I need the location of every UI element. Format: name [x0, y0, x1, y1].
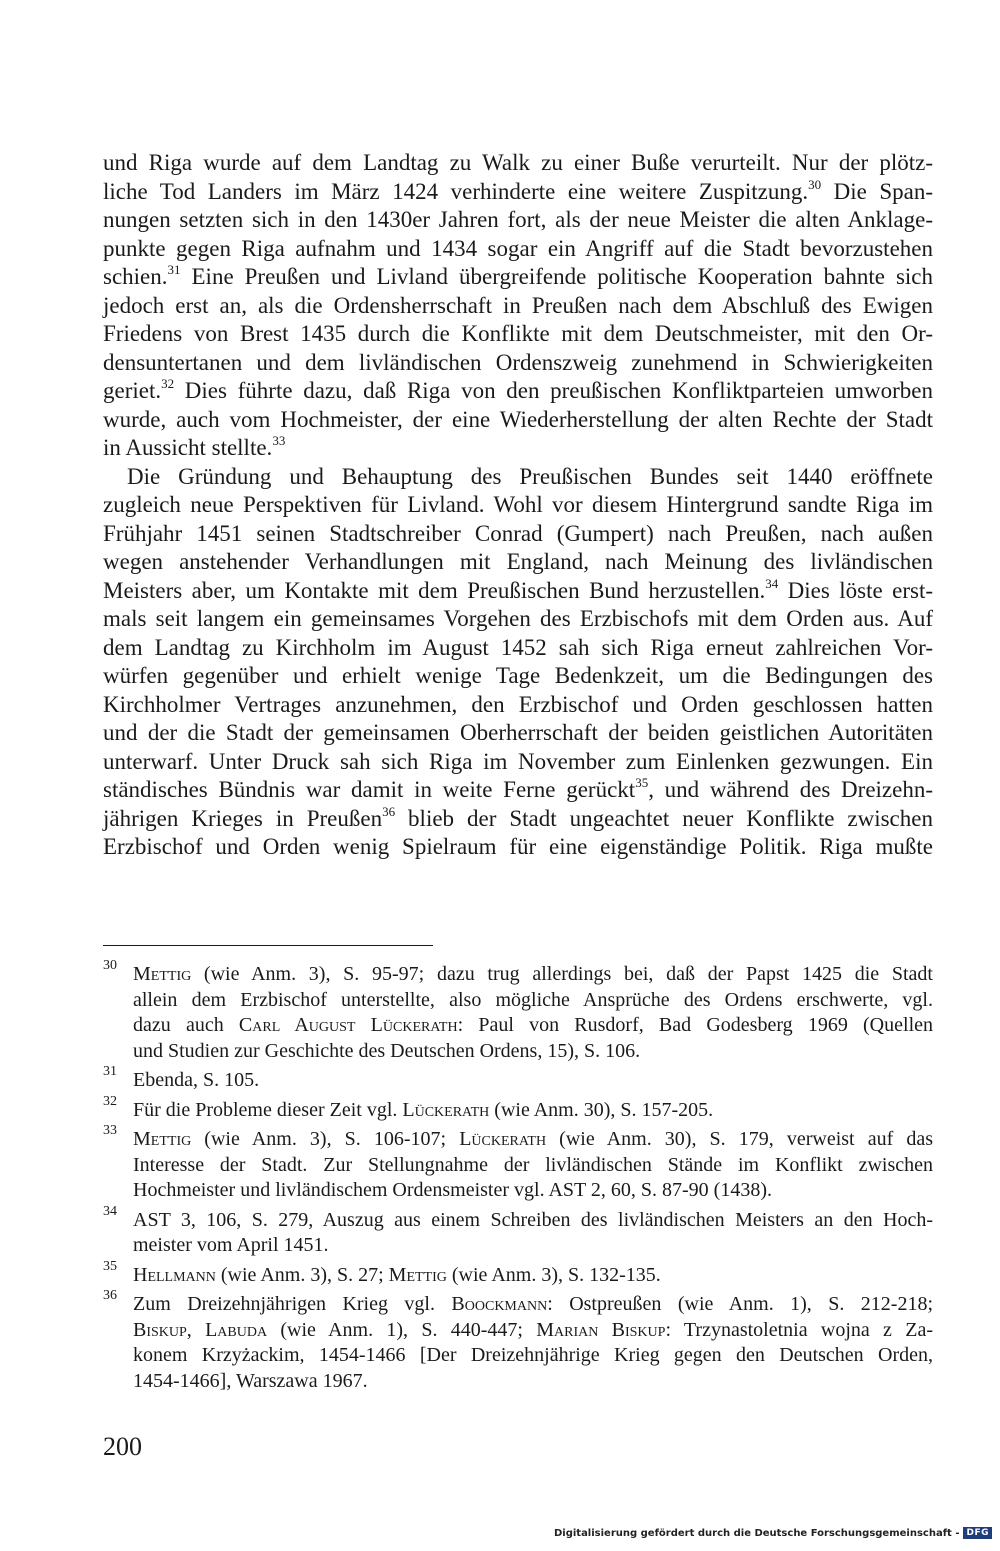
body-line: und Riga wurde auf dem Landtag zu Walk zu einer Buße verurteilt. Nur der plötz-	[103, 150, 933, 175]
body-line: liche Tod Landers im März 1424 verhinderte eine weitere Zuspitzung.$^{30}$ Die Span-	[103, 176, 933, 204]
footnote-line: Für die Probleme dieser Zeit vgl. Lückerath (wie Anm. 30), S. 157-205.	[133, 1098, 714, 1121]
footnote-line: dazu auch Carl August Lückerath: Paul von Rusdorf, Bad Godesberg 1969 (Quellen	[133, 1014, 933, 1036]
author-name: Lückerath	[402, 1098, 490, 1121]
footnote-number: 31	[103, 1064, 117, 1079]
footnote-line: Hellmann (wie Anm. 3), S. 27; Mettig (wie Anm. 3), S. 132-135.	[133, 1263, 661, 1286]
footnote-ref[interactable]: 31	[167, 262, 181, 277]
footnote	[103, 1288, 934, 1394]
footnote-ref[interactable]: 36	[382, 803, 396, 819]
body-line: Friedens von Brest 1435 durch die Konflikte mit dem Deutschmeister, mit den Or-	[103, 321, 933, 346]
body-line: Die Gründung und Behauptung des Preußischen Bundes seit 1440 eröffnete	[127, 463, 933, 489]
body-line: dem Landtag zu Kirchholm im August 1452 sah sich Riga erneut zahlreichen Vor-	[103, 634, 933, 660]
author-name: Boockmann	[451, 1293, 548, 1315]
footnote-line: Biskup, Labuda (wie Anm. 1), S. 440-447; Marian Biskup: Trzynastoletnia wojna z Za-	[133, 1318, 933, 1341]
footnote-ref[interactable]: 30	[808, 176, 822, 192]
footnote-number: 36	[103, 1288, 117, 1303]
footnote	[103, 1123, 933, 1204]
body-line: schien.$^{31}$ Eine Preußen und Livland übergreifende politische Kooperation bahnte sich	[103, 262, 933, 289]
footnote-ref[interactable]: 32	[161, 376, 175, 391]
body-line: jährigen Krieges in Preußen$^{36}$ blieb der Stadt ungeachtet neuer Konflikte zwischen	[103, 803, 933, 831]
dfg-logo: DFG	[963, 1527, 992, 1539]
footnote-ref[interactable]: 33	[272, 433, 286, 448]
footnote-divider	[103, 945, 433, 946]
author-name: Marian Biskup	[536, 1318, 666, 1341]
author-name: Biskup, Labuda	[133, 1318, 268, 1341]
footnotes	[103, 958, 934, 1398]
footnote	[103, 1064, 933, 1094]
body-line: würfen gegenüber und erhielt wenige Tage Bedenkzeit, um die Bedingungen des	[103, 663, 933, 688]
footer-credit	[554, 1527, 992, 1539]
footnote	[103, 958, 933, 1064]
author-name: Mettig	[133, 963, 192, 985]
footnote-line: Ebenda, S. 105.	[133, 1069, 260, 1091]
body-line: und der die Stadt der gemeinsamen Oberherrschaft der beiden geistlichen Autoritäten	[103, 720, 933, 745]
author-name: Lückerath	[459, 1128, 547, 1150]
body-line: wurde, auch vom Hochmeister, der eine Wiederherstellung der alten Rechte der Stadt	[103, 406, 933, 432]
author-name: Mettig	[133, 1128, 192, 1150]
body-line: jedoch erst an, als die Ordensherrschaft in Preußen nach dem Abschluß des Ewigen	[103, 292, 933, 318]
author-name: Hellmann	[133, 1263, 216, 1286]
footnote-line: konem Krzyżackim, 1454-1466 [Der Dreizehnjährige Krieg gegen den Deutschen Orden,	[133, 1344, 933, 1366]
footnote-line: 1454-1466], Warszawa 1967.	[133, 1369, 368, 1392]
page-number: 200	[103, 1432, 142, 1461]
body-line: ständisches Bündnis war damit in weite Ferne gerückt$^{35}$, und während des Dreizehn-	[103, 775, 933, 802]
body-line: mals seit langem ein gemeinsames Vorgehen des Erzbischofs mit dem Orden aus. Auf	[103, 606, 933, 631]
body-line: punkte gegen Riga aufnahm und 1434 sogar ein Angriff auf die Stadt bevorzustehen	[103, 235, 933, 261]
footnote-line: Mettig (wie Anm. 3), S. 106-107; Lückerath (wie Anm. 30), S. 179, verweist auf das	[133, 1128, 933, 1150]
footnote-line: und Studien zur Geschichte des Deutschen Ordens, 15), S. 106.	[133, 1039, 641, 1062]
footnote-number: 30	[103, 958, 117, 973]
footnote-ref[interactable]: 35	[635, 775, 649, 790]
body-line: unterwarf. Unter Druck sah sich Riga im November zum Einlenken gezwungen. Ein	[103, 748, 933, 774]
footnote-line: Zum Dreizehnjährigen Krieg vgl. Boockmann: Ostpreußen (wie Anm. 1), S. 212-218;	[133, 1293, 934, 1315]
body-line: wegen anstehender Verhandlungen mit England, nach Meinung des livländischen	[103, 549, 933, 574]
author-name: Mettig	[388, 1263, 447, 1286]
body-line: Frühjahr 1451 seinen Stadtschreiber Conrad (Gumpert) nach Preußen, nach außen	[103, 520, 933, 546]
footnote-line: Hochmeister und livländischem Ordensmeister vgl. AST 2, 60, S. 87-90 (1438).	[133, 1179, 772, 1201]
footnote-number: 34	[103, 1203, 117, 1219]
body-line: densuntertanen und dem livländischen Ordenszweig zunehmend in Schwierigkeiten	[103, 349, 933, 375]
footnote	[103, 1203, 933, 1259]
footnote-number: 33	[103, 1123, 117, 1138]
body-line: nungen setzten sich in den 1430er Jahren fort, als der neue Meister die alten Anklage-	[103, 207, 933, 232]
body-line: Meisters aber, um Kontakte mit dem Preußischen Bund herzustellen.$^{34}$ Dies löste erst-	[103, 575, 934, 603]
footnote-ref[interactable]: 34	[765, 575, 779, 591]
footnote-number: 32	[103, 1093, 117, 1109]
footnote-line: AST 3, 106, S. 279, Auszug aus einem Schreiben des livländischen Meisters an den Hoch-	[133, 1208, 933, 1231]
footnote	[103, 1258, 933, 1289]
body-line: in Aussicht stellte.$^{33}$	[103, 433, 286, 460]
footnote	[103, 1093, 933, 1124]
body-text	[103, 149, 933, 862]
footer-text: Digitalisierung gefördert durch die Deutsche Forschungsgemeinschaft -	[553, 1527, 960, 1539]
body-line: Erzbischof und Orden wenig Spielraum für eine eigenständige Politik. Riga mußte	[103, 834, 933, 859]
footnote-line: Mettig (wie Anm. 3), S. 95-97; dazu trug allerdings bei, daß der Papst 1425 die Stadt	[133, 963, 933, 985]
footnote-number: 35	[103, 1258, 117, 1274]
footnote-line: meister vom April 1451.	[133, 1234, 329, 1256]
body-line: zugleich neue Perspektiven für Livland. Wohl vor diesem Hintergrund sandte Riga im	[103, 492, 933, 517]
author-name: Carl August Lückerath	[238, 1014, 458, 1036]
footnote-line: Interesse der Stadt. Zur Stellungnahme der livländischen Stände im Konflikt zwischen	[133, 1153, 933, 1176]
body-line: geriet.$^{32}$ Dies führte dazu, daß Riga von den preußischen Konfliktparteien umworben	[103, 376, 933, 403]
body-line: Kirchholmer Vertrages anzunehmen, den Erzbischof und Orden geschlossen hatten	[103, 691, 933, 717]
footnote-line: allein dem Erzbischof unterstellte, also mögliche Ansprüche des Ordens erschwerte, vgl.	[133, 988, 933, 1011]
